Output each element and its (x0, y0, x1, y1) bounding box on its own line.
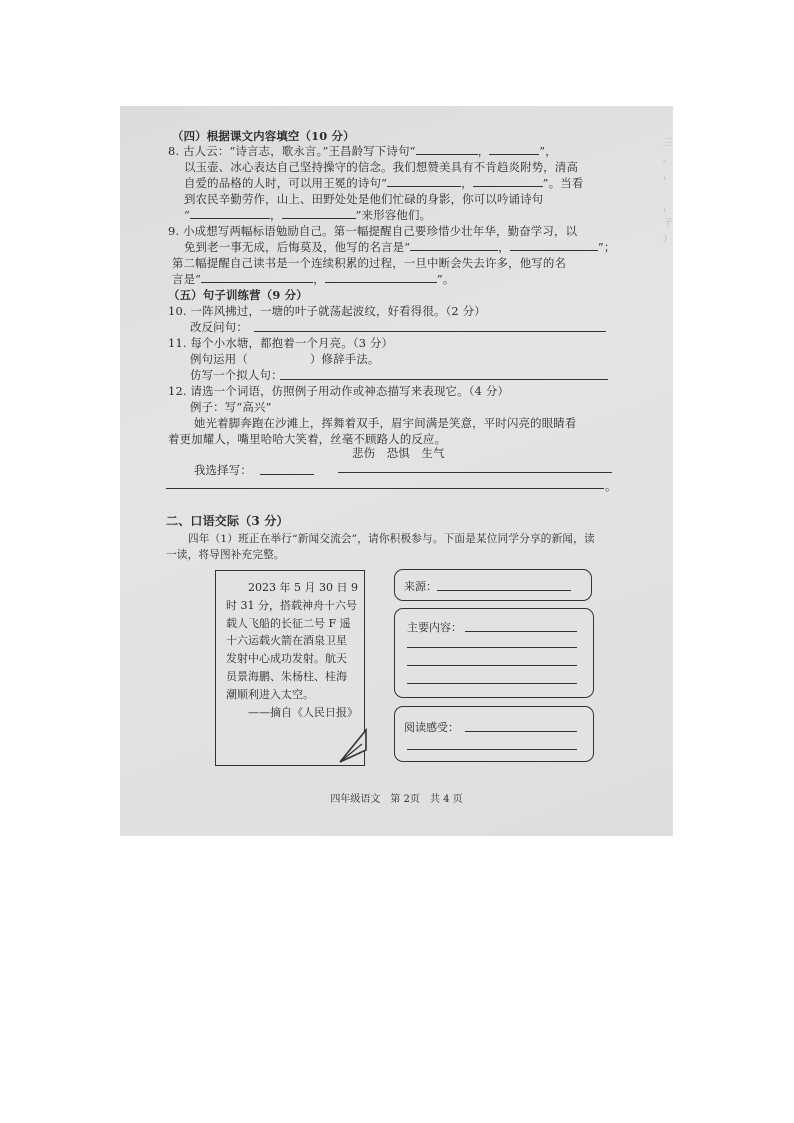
q9-line3: 第二幅提醒自己读书是一个连续积累的过程，一旦中断会失去许多，他写的名 (172, 256, 567, 270)
scanned-page (120, 106, 673, 836)
content-answer-line-2[interactable] (407, 647, 577, 648)
blank[interactable] (387, 175, 461, 187)
blank[interactable] (410, 239, 498, 251)
q9-line2: 免到老一事无成，后悔莫及，他写的名言是“ ， ”； (184, 240, 616, 254)
q12-answer-line-1[interactable] (338, 472, 612, 473)
news-source: ——摘自《人民日报》 (248, 705, 358, 719)
q11-line2: 例句运用（ ）修辞手法。 (190, 352, 380, 366)
feeling-answer-line-1[interactable] (465, 731, 577, 732)
blank[interactable] (510, 239, 598, 251)
news-line: 2023 年 5 月 30 日 9 (248, 581, 358, 594)
content-label: 主要内容： (407, 621, 462, 634)
content-answer-line-3[interactable] (407, 665, 577, 666)
source-answer-line[interactable] (437, 590, 571, 591)
part2-instruction-1: 四年（1）班正在举行“新闻交流会”，请你积极参与。下面是某位同学分享的新闻，读 (188, 533, 595, 545)
page-curl-icon (338, 726, 368, 766)
news-line: 时 31 分，搭载神舟十六号 (226, 598, 357, 612)
section4-heading: （四）根据课文内容填空（10 分） (172, 129, 355, 143)
part2-instruction-2: 一读，将导图补充完整。 (166, 549, 285, 561)
q8-line2: 以玉壶、冰心表达自己坚持操守的信念。我们想赞美具有不肯趋炎附势，清高 (184, 160, 579, 174)
blank[interactable] (489, 143, 539, 155)
q12-choice-line[interactable] (260, 474, 314, 475)
bleed-through-right: 三 。 ， ， 子 ） (663, 138, 673, 245)
blank[interactable] (473, 175, 543, 187)
q12-answer-line-2[interactable] (166, 488, 604, 489)
q12-line1: 12. 请选一个词语，仿照例子用动作或神态描写来表现它。（4 分） (168, 384, 510, 398)
q9-line1: 9. 小成想写两幅标语勉励自己。第一幅提醒自己要珍惜少壮年华，勤奋学习，以 (168, 224, 578, 238)
q10-answer-line[interactable] (254, 331, 606, 332)
q12-choose-label: 我选择写： (194, 463, 252, 477)
q12-line2: 例子：写“高兴” (190, 400, 272, 414)
blank[interactable] (201, 271, 313, 283)
section5-heading: （五）句子训练营（9 分） (168, 288, 308, 302)
q8-line4: 到农民辛勤劳作，山上、田野处处是他们忙碌的身影，你可以吟诵诗句 (184, 192, 544, 206)
blank[interactable] (282, 207, 356, 219)
q10-line1: 10. 一阵风拂过，一塘的叶子就荡起波纹，好看得很。（2 分） (168, 304, 486, 318)
q12-end-mark: 。 (605, 479, 617, 493)
q11-line1: 11. 每个小水塘，都抱着一个月亮。（3 分） (168, 336, 394, 350)
source-box (394, 569, 592, 601)
content-answer-line-4[interactable] (407, 683, 577, 684)
feeling-label: 阅读感受： (404, 721, 459, 734)
news-line: 发射中心成功发射。航天 (226, 652, 347, 666)
news-line: 潮顺利进入太空。 (226, 687, 314, 701)
q12-word-choices: 悲伤 恐惧 生气 (352, 446, 445, 460)
q11-line3: 仿写一个拟人句： (190, 368, 283, 382)
content-answer-line-1[interactable] (465, 631, 577, 632)
content-box (394, 608, 594, 698)
news-text (226, 579, 356, 721)
q12-line4: 着更加耀人，嘴里哈哈大笑着，丝毫不顾路人的反应。 (168, 432, 447, 446)
news-line: 十六运载火箭在酒泉卫星 (226, 634, 347, 648)
q10-line2: 改反问句： (190, 320, 248, 334)
feeling-answer-line-2[interactable] (407, 749, 577, 750)
source-label: 来源： (404, 580, 437, 593)
q9-line4: 言是“ ， ”。 (172, 272, 455, 286)
q8-line1: 8. 古人云：“诗言志，歌永言。”王昌龄写下诗句“ ， ”， (168, 144, 557, 158)
q11-answer-line[interactable] (280, 379, 608, 380)
blank[interactable] (325, 271, 437, 283)
feeling-box (394, 706, 594, 762)
q8-line3: 自爱的品格的人时，可以用王冕的诗句“ ， ”。当看 (184, 176, 584, 190)
page-footer: 四年级语文 第 2页 共 4 页 (330, 794, 463, 805)
blank[interactable] (416, 143, 478, 155)
part2-heading: 二、口语交际（3 分） (166, 514, 289, 528)
blank[interactable] (190, 207, 270, 219)
q12-line3: 她光着脚奔跑在沙滩上，挥舞着双手，眉宇间满是笑意，平时闪亮的眼睛看 (194, 416, 577, 430)
q8-line5: “ ， ”来形容他们。 (184, 208, 432, 222)
news-line: 载人飞船的长征二号 F 遥 (226, 616, 351, 630)
news-line: 员景海鹏、朱杨柱、桂海 (226, 669, 347, 683)
